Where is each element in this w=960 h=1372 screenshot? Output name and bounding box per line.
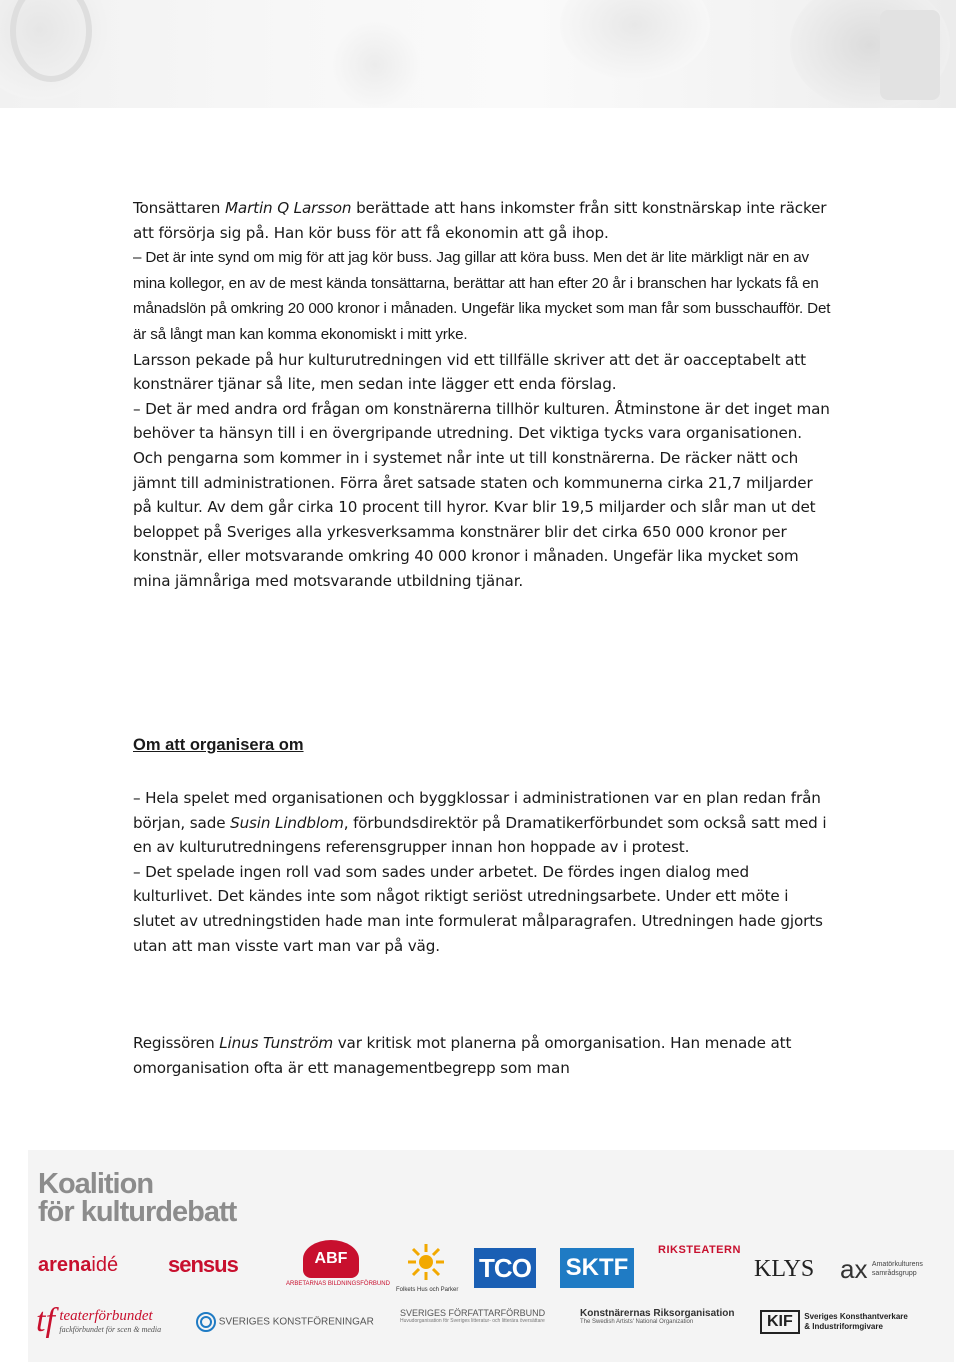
logo-text: för kulturdebatt [38,1196,237,1228]
logo-text: Folkets Hus och Parker [396,1287,459,1293]
person-name: Susin Lindblom [230,813,344,832]
kif-logo [760,1310,908,1334]
arenaide-logo [38,1254,118,1277]
person-name: Linus Tunström [219,1034,334,1052]
section-heading: Om att organisera om [133,736,304,754]
logo-text: teaterförbundet [59,1308,153,1324]
logo-text: Huvudorganisation för Sveriges litteratur- och litterära översättare [400,1318,545,1324]
forfattarforbundet-logo [400,1308,545,1324]
logo-text: KIF [760,1310,800,1334]
logo-text: Sveriges Konsthantverkare [804,1312,908,1321]
text: Regissören [133,1034,220,1052]
abf-emblem: ABF [303,1240,359,1278]
riksteatern-logo: RIKSTEATERN [658,1244,741,1256]
partner-logos-footer [28,1150,954,1362]
paragraph-larsson-quote [133,245,833,347]
koalition-logo [38,1170,236,1226]
person-name: Martin Q Larsson [224,199,352,217]
logo-text: Amatörkulturens [871,1261,923,1268]
logo-text: Konstnärernas Riksorganisation [580,1308,735,1319]
logo-text: SVERIGES KONSTFÖRENINGAR [218,1316,374,1328]
logo-text: & Industriformgivare [804,1322,883,1331]
paragraph-lindblom-quote: – Det spelade ingen roll vad som sades under arbetet. De fördes ingen dialog med kulturlivet. Det kändes inte som något riktigt seriöst utredningsarbete. Under ett möte i slutet av utredningstiden hade man inte formulerat målparagrafen. Utredningen hade gjorts utan att man visste vart man var på väg. [133,862,823,955]
paragraph-larsson-quote-2: – Det är med andra ord frågan om konstnärerna tillhör kulturen. Åtminstone är det inget man behöver ta hänsyn till i en övergripande utredning. Det viktiga tycks vara organisationen. Och pengarna som kommer in i systemet når inte ut till konstnärerna. De räcker nätt och jämnt till administrationen. Förra året satsade staten och kommunerna cirka 21,7 miljarder på kultur. Av dem går cirka 10 procent till hyror. Kvar blir 19,5 miljarder och slår man ut det beloppet på Sveriges alla yrkesverksamma konstnärer blir det cirka 650 000 kronor per konstnär, eller motsvarande omkring 40 000 kronor i månaden. Ungefär lika mycket som mina jämnåriga med motsvarande utbildning tjänar. [133,399,830,590]
abf-logo [286,1240,390,1287]
ax-logo [840,1254,923,1285]
text: – Hela spelet med organisationen och byggklossar i administrationen var en plan redan från början, sade [133,789,821,832]
paragraph-larsson-intro [133,196,833,245]
teaterforbundet-logo: tf teaterförbundet fackförbundet för scen & media [36,1302,162,1339]
klys-logo: KLYS [754,1256,815,1282]
logo-text: The Swedish Artists' National Organization [580,1319,694,1325]
logo-text: ax [840,1254,868,1284]
tco-logo: TCO [474,1248,536,1288]
article-section-2 [133,786,833,958]
paragraph-larsson-critique: Larsson pekade på hur kulturutredningen vid ett tillfälle skriver att det är oacceptabelt att konstnärer tjänar så lite, men sedan inte lägger ett enda förslag. [133,350,806,394]
logo-text: idé [91,1254,119,1276]
article-section-3 [133,1031,833,1080]
logo-text: samrådsgrupp [871,1270,917,1277]
article-section-1 [133,196,833,594]
logo-text: ARBETARNAS BILDNINGSFÖRBUND [286,1281,390,1287]
text: Men det är lite märkligt när en av mina kollegor, en av de mest kända tonsättarna, berättar att han efter 20 år i branschen har lyckats få en månadslön på omkring 20 000 kronor i månaden. Ungefär lika mycket som man får som busschaufför. Det är så långt man kan komma ekonomiskt i mitt yrke. [133,249,831,343]
paragraph-lindblom [133,786,833,860]
logo-text: SVERIGES FÖRFATTARFÖRBUND [400,1308,546,1318]
text: var kritisk mot planerna på omorganisation. Han menade att omorganisation ofta är ett managementbegrepp som man [133,1034,792,1077]
logo-text: fackförbundet för scen & media [59,1325,162,1334]
sktf-logo: SKTF [560,1248,634,1288]
text: berättade att hans inkomster från sitt konstnärskap inte räcker att försörja sig på. Han kör buss för att få ekonomin att gå ihop. [133,199,827,242]
text: , förbundsdirektör på Dramatikerförbundet som också satt med i en av kulturutredningens referensgrupper innan hon hoppade av i protest. [133,813,827,857]
konstforeningar-logo [196,1312,374,1332]
text: – Det är inte synd om mig för att jag kör buss. Jag gillar att köra buss. [133,249,589,267]
logo-text: arena [38,1254,92,1276]
kro-logo [580,1308,734,1325]
text: Tonsättaren [133,199,225,217]
logo-text: Koalition [38,1168,154,1200]
spiral-icon [196,1312,216,1332]
folkets-hus-logo [396,1242,459,1293]
header-banner-image [0,0,956,108]
sun-icon [406,1242,446,1282]
sensus-logo: sensus [168,1252,238,1277]
